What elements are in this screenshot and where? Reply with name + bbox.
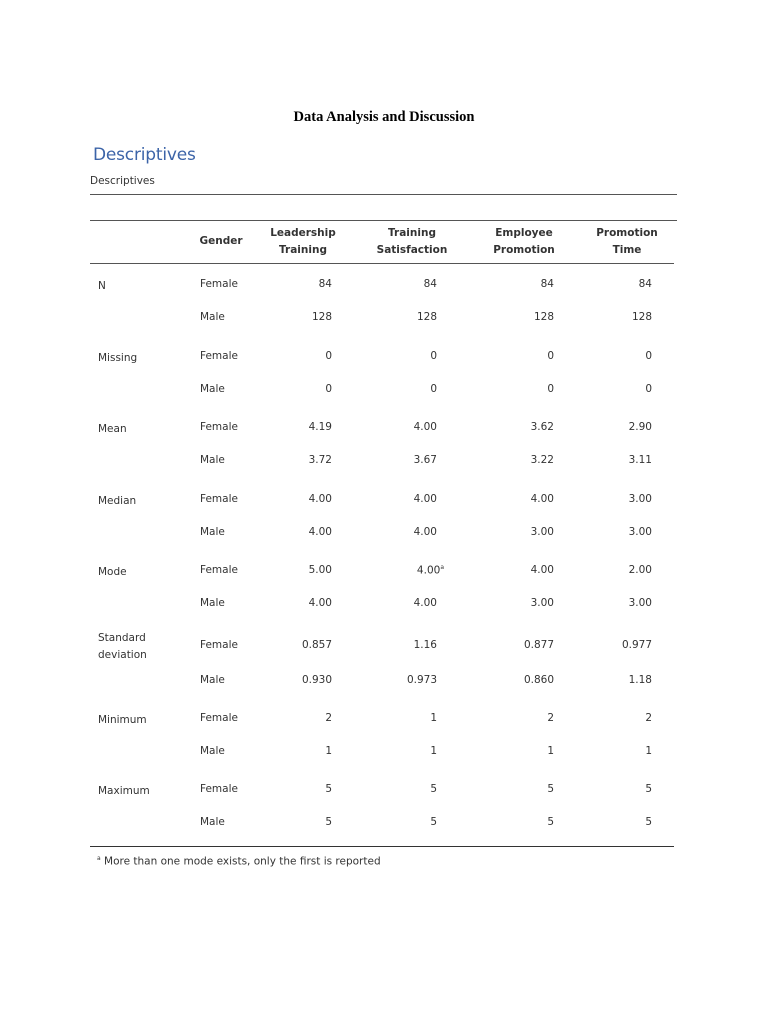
value-text: 2 <box>325 712 332 724</box>
value-cell <box>572 350 652 362</box>
value-text: 3.72 <box>308 454 332 466</box>
value-cell <box>474 526 554 538</box>
value-cell <box>572 639 652 651</box>
document-title: Data Analysis and Discussion <box>293 109 475 125</box>
gender-cell: Male <box>200 526 225 538</box>
gender-cell: Male <box>200 597 225 609</box>
value-text: 128 <box>533 311 554 323</box>
stat-label <box>98 350 137 367</box>
stat-label <box>98 493 136 510</box>
value-text: 4.19 <box>308 421 332 433</box>
value-cell <box>357 350 437 362</box>
value-cell <box>252 597 332 609</box>
value-text: 1 <box>325 745 332 757</box>
value-cell <box>252 526 332 538</box>
stat-label-line: Median <box>98 495 137 507</box>
value-text: 1 <box>430 712 437 724</box>
value-text: 1 <box>430 745 437 757</box>
value-text: 0 <box>645 383 652 395</box>
value-cell <box>572 712 652 724</box>
value-cell <box>474 278 554 290</box>
table-caption: Descriptives <box>90 175 155 187</box>
value-text: 0 <box>430 383 437 395</box>
gender-cell: Female <box>200 564 238 576</box>
header-employee-line-2: Promotion <box>493 243 555 256</box>
value-cell <box>252 745 332 757</box>
header-promotion-line-2: Time <box>612 243 642 256</box>
gender-cell: Male <box>200 311 225 323</box>
stat-label <box>98 712 147 729</box>
value-text: 3.11 <box>628 454 652 466</box>
gender-cell: Male <box>200 383 225 395</box>
value-cell <box>364 564 444 577</box>
value-cell <box>357 597 437 609</box>
gender-cell: Male <box>200 674 225 686</box>
value-cell <box>252 783 332 795</box>
value-text: 5 <box>430 816 437 828</box>
header-promotion-time <box>582 225 672 258</box>
value-text: 4.00 <box>413 597 437 609</box>
value-text: 4.00 <box>416 564 441 577</box>
value-cell <box>572 674 652 686</box>
value-cell <box>474 564 554 576</box>
value-cell <box>252 350 332 362</box>
value-text: 4.00 <box>413 526 437 538</box>
value-text: 4.00 <box>308 493 332 505</box>
gender-cell: Female <box>200 421 238 433</box>
table-footnote <box>97 855 381 868</box>
header-gender: Gender <box>199 235 243 247</box>
value-text: 5 <box>547 816 554 828</box>
value-cell <box>357 454 437 466</box>
stat-label-line: deviation <box>98 649 147 661</box>
value-cell <box>474 311 554 323</box>
table-bottom-rule <box>90 846 674 847</box>
value-cell <box>474 493 554 505</box>
value-text: 0.930 <box>301 674 332 686</box>
header-employee-promotion <box>478 225 570 258</box>
value-cell <box>357 311 437 323</box>
value-text: 3.00 <box>530 526 554 538</box>
value-cell <box>572 597 652 609</box>
value-text: 2.90 <box>628 421 652 433</box>
value-cell <box>252 383 332 395</box>
value-text: 3.22 <box>530 454 554 466</box>
stat-label <box>98 421 127 438</box>
header-training-satisfaction <box>362 225 462 258</box>
header-leadership-line-1: Leadership <box>270 227 336 239</box>
value-cell <box>252 454 332 466</box>
value-text: 3.00 <box>628 526 652 538</box>
stat-label-line: Mode <box>98 566 127 578</box>
value-text: 4.00 <box>413 421 437 433</box>
gender-cell: Female <box>200 493 238 505</box>
table-top-rule <box>90 194 677 195</box>
stat-label-line: Standard <box>98 632 146 644</box>
value-cell <box>357 639 437 651</box>
value-cell <box>252 639 332 651</box>
value-cell <box>474 350 554 362</box>
value-text: 2 <box>547 712 554 724</box>
value-text: 84 <box>318 278 332 290</box>
value-text: 4.00 <box>308 597 332 609</box>
value-text: 3.67 <box>413 454 437 466</box>
value-cell <box>572 745 652 757</box>
value-text: 4.00 <box>530 493 554 505</box>
value-cell <box>357 712 437 724</box>
value-cell <box>474 383 554 395</box>
stat-label-line: N <box>98 280 106 292</box>
gender-cell: Male <box>200 454 225 466</box>
value-cell <box>572 311 652 323</box>
value-text: 0.977 <box>621 639 652 651</box>
value-cell <box>572 383 652 395</box>
value-text: 84 <box>423 278 437 290</box>
value-cell <box>572 564 652 576</box>
value-cell <box>357 783 437 795</box>
header-employee-line-1: Employee <box>495 227 553 239</box>
value-text: 128 <box>416 311 437 323</box>
value-text: 1 <box>645 745 652 757</box>
value-cell <box>252 564 332 576</box>
value-text: 0.877 <box>523 639 554 651</box>
value-cell <box>357 278 437 290</box>
value-text: 128 <box>631 311 652 323</box>
value-text: 3.00 <box>628 597 652 609</box>
value-text: 2.00 <box>628 564 652 576</box>
value-text: 0 <box>547 383 554 395</box>
header-training-line-1: Training <box>388 227 436 239</box>
value-text: 0 <box>547 350 554 362</box>
value-text: 3.62 <box>530 421 554 433</box>
gender-cell: Female <box>200 350 238 362</box>
value-text: 0 <box>325 350 332 362</box>
value-text: 4.00 <box>530 564 554 576</box>
value-cell <box>252 421 332 433</box>
value-cell <box>474 783 554 795</box>
value-text: 1 <box>547 745 554 757</box>
header-top-rule <box>90 220 677 221</box>
value-text: 5 <box>645 783 652 795</box>
value-cell <box>572 421 652 433</box>
value-cell <box>252 674 332 686</box>
value-cell <box>357 421 437 433</box>
value-cell <box>474 421 554 433</box>
gender-cell: Female <box>200 712 238 724</box>
value-text: 0 <box>430 350 437 362</box>
value-cell <box>357 526 437 538</box>
value-cell <box>252 493 332 505</box>
value-text: 2 <box>645 712 652 724</box>
value-text: 0 <box>645 350 652 362</box>
value-text: 5 <box>430 783 437 795</box>
value-cell <box>572 526 652 538</box>
value-text: 5 <box>547 783 554 795</box>
value-cell <box>357 674 437 686</box>
stat-label-line: Minimum <box>98 714 147 726</box>
value-cell <box>252 816 332 828</box>
footnote-text: More than one mode exists, only the first is reported <box>104 855 381 868</box>
value-text: 84 <box>638 278 652 290</box>
stat-label <box>98 783 150 800</box>
value-cell <box>474 639 554 651</box>
stat-label <box>98 278 106 295</box>
header-leadership-training <box>258 225 348 258</box>
value-text: 84 <box>540 278 554 290</box>
gender-cell: Male <box>200 745 225 757</box>
gender-cell: Female <box>200 639 238 651</box>
stat-label-line: Maximum <box>98 785 150 797</box>
value-text: 5 <box>645 816 652 828</box>
value-cell <box>572 278 652 290</box>
stat-label <box>98 564 127 581</box>
value-cell <box>252 278 332 290</box>
value-cell <box>252 712 332 724</box>
value-cell <box>357 383 437 395</box>
value-cell <box>572 816 652 828</box>
header-bottom-rule <box>90 263 674 264</box>
stat-label-line: Missing <box>98 352 138 364</box>
mode-footnote-marker: a <box>440 564 444 571</box>
stat-label <box>98 630 147 664</box>
value-cell <box>474 745 554 757</box>
stat-label-line: Mean <box>98 423 127 435</box>
value-cell <box>474 816 554 828</box>
value-text: 3.00 <box>628 493 652 505</box>
value-text: 0 <box>325 383 332 395</box>
value-cell <box>572 493 652 505</box>
header-training-line-2: Satisfaction <box>376 243 448 256</box>
gender-cell: Male <box>200 816 225 828</box>
value-cell <box>357 745 437 757</box>
footnote-marker: a <box>97 855 101 862</box>
value-text: 4.00 <box>308 526 332 538</box>
value-cell <box>252 311 332 323</box>
gender-cell: Female <box>200 783 238 795</box>
value-cell <box>357 816 437 828</box>
value-text: 1.18 <box>628 674 652 686</box>
value-cell <box>474 454 554 466</box>
value-text: 0.857 <box>301 639 332 651</box>
value-cell <box>474 674 554 686</box>
value-text: 0.860 <box>523 674 554 686</box>
value-text: 5.00 <box>308 564 332 576</box>
value-text: 1.16 <box>413 639 437 651</box>
value-text: 0.973 <box>406 674 437 686</box>
gender-cell: Female <box>200 278 238 290</box>
value-cell <box>474 712 554 724</box>
header-promotion-line-1: Promotion <box>596 227 658 239</box>
section-heading: Descriptives <box>93 145 196 165</box>
value-text: 128 <box>311 311 332 323</box>
value-text: 5 <box>325 783 332 795</box>
value-text: 4.00 <box>413 493 437 505</box>
value-cell <box>474 597 554 609</box>
value-cell <box>572 783 652 795</box>
value-cell <box>357 493 437 505</box>
value-text: 3.00 <box>530 597 554 609</box>
header-leadership-line-2: Training <box>279 243 327 256</box>
value-cell <box>572 454 652 466</box>
value-text: 5 <box>325 816 332 828</box>
